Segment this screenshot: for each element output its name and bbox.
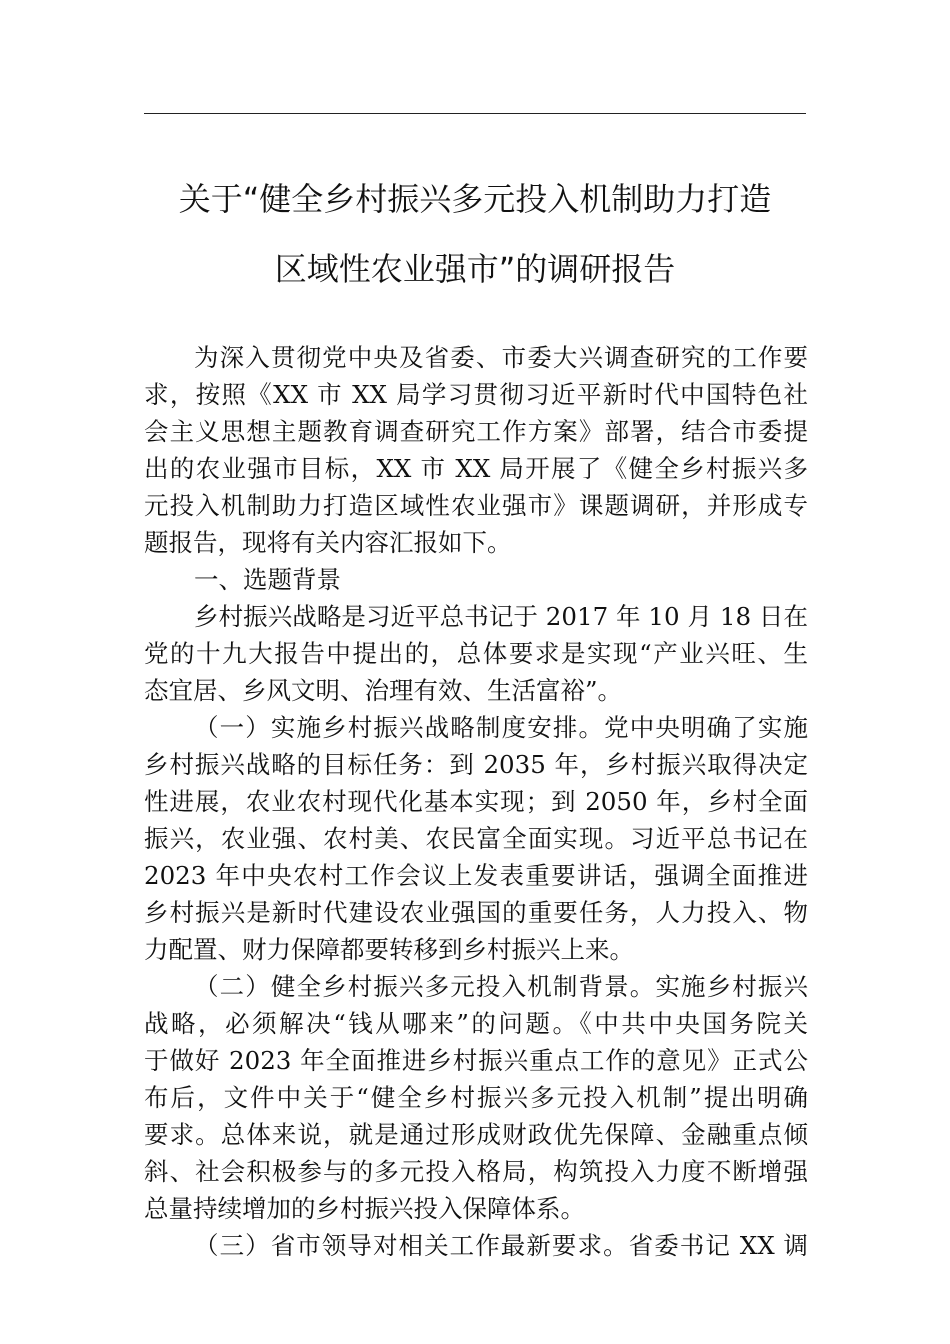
body-line: （一）实施乡村振兴战略制度安排。党中央明确了实施: [194, 713, 808, 742]
body-line: 战略，必须解决“钱从哪来”的问题。《中共中央国务院关: [144, 1009, 808, 1038]
body-line: 总量持续增加的乡村振兴投入保障体系。: [144, 1194, 585, 1223]
document-body: [144, 339, 808, 1264]
body-line: 振兴，农业强、农村美、农民富全面实现。习近平总书记在: [144, 824, 808, 853]
body-line: 为深入贯彻党中央及省委、市委大兴调查研究的工作要: [194, 343, 808, 372]
body-line: 乡村振兴是新时代建设农业强国的重要任务，人力投入、物: [144, 898, 808, 927]
body-line: 于做好 2023 年全面推进乡村振兴重点工作的意见》正式公: [144, 1046, 808, 1075]
body-line: 会主义思想主题教育调查研究工作方案》部署，结合市委提: [144, 417, 808, 446]
header-divider: [144, 113, 806, 114]
body-line: 乡村振兴战略是习近平总书记于 2017 年 10 月 18 日在: [194, 602, 808, 631]
body-line: 斜、社会积极参与的多元投入格局，构筑投入力度不断增强: [144, 1157, 808, 1186]
body-line: 布后，文件中关于“健全乡村振兴多元投入机制”提出明确: [144, 1083, 808, 1112]
body-line: 求，按照《XX 市 XX 局学习贯彻习近平新时代中国特色社: [144, 380, 808, 409]
body-line: 性进展，农业农村现代化基本实现；到 2050 年，乡村全面: [144, 787, 808, 816]
body-line: 元投入机制助力打造区域性农业强市》课题调研，并形成专: [144, 491, 808, 520]
document-title-line-1: 关于“健全乡村振兴多元投入机制助力打造: [178, 180, 772, 218]
body-line: 出的农业强市目标，XX 市 XX 局开展了《健全乡村振兴多: [144, 454, 808, 483]
body-line: 题报告，现将有关内容汇报如下。: [144, 528, 512, 557]
body-line: 力配置、财力保障都要转移到乡村振兴上来。: [144, 935, 634, 964]
body-line: 态宜居、乡风文明、治理有效、生活富裕”。: [144, 676, 623, 705]
body-line: 要求。总体来说，就是通过形成财政优先保障、金融重点倾: [144, 1120, 808, 1149]
body-line: 党的十九大报告中提出的，总体要求是实现“产业兴旺、生: [144, 639, 808, 668]
section-heading: 一、选题背景: [194, 565, 341, 594]
body-line: 2023 年中央农村工作会议上发表重要讲话，强调全面推进: [144, 861, 808, 890]
body-line: （三）省市领导对相关工作最新要求。省委书记 XX 调: [194, 1231, 808, 1260]
body-line: 乡村振兴战略的目标任务：到 2035 年，乡村振兴取得决定: [144, 750, 808, 779]
document-title-line-2: 区域性农业强市”的调研报告: [274, 250, 676, 288]
body-line: （二）健全乡村振兴多元投入机制背景。实施乡村振兴: [194, 972, 808, 1001]
